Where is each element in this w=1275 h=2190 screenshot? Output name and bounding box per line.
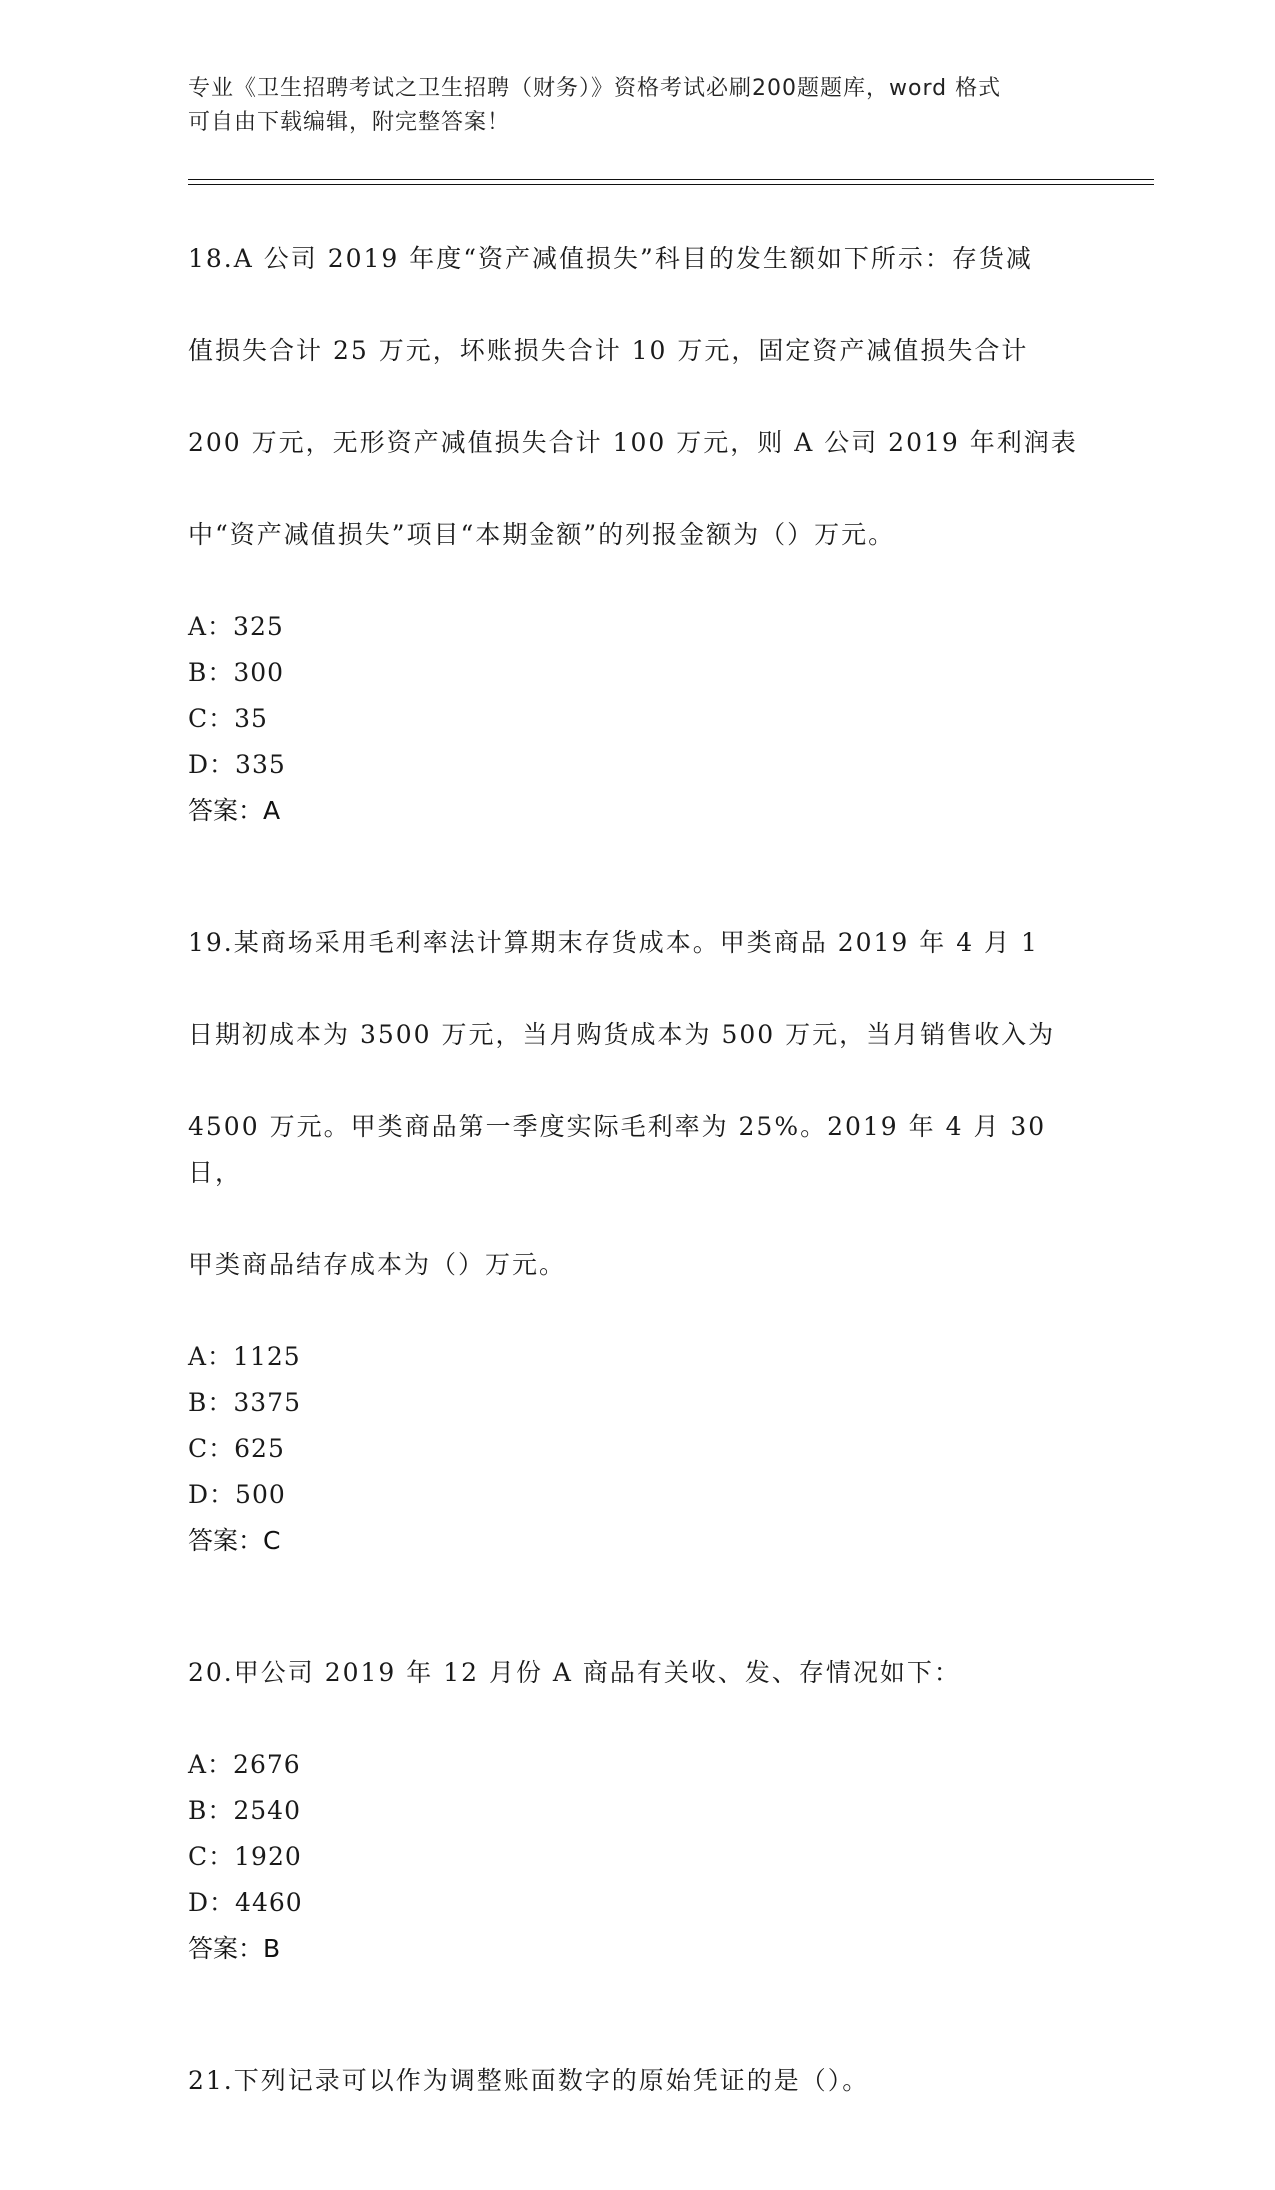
stem-line: 中“资产减值损失”项目“本期金额”的列报金额为（）万元。 xyxy=(188,520,896,549)
option-c: C：1920 xyxy=(188,1842,302,1871)
option-b: B：3375 xyxy=(188,1388,301,1417)
stem-line: 20.甲公司 2019 年 12 月份 A 商品有关收、发、存情况如下： xyxy=(188,1658,961,1687)
header-line-1: 专业《卫生招聘考试之卫生招聘（财务）》资格考试必刷200题题库，word 格式 xyxy=(188,76,1002,101)
stem-line: 19.某商场采用毛利率法计算期末存货成本。甲类商品 2019 年 4 月 1 xyxy=(188,928,1039,957)
stem-line: 4500 万元。甲类商品第一季度实际毛利率为 25%。2019 年 4 月 30 日， xyxy=(188,1112,1047,1187)
stem-line: 200 万元，无形资产减值损失合计 100 万元，则 A 公司 2019 年利润表 xyxy=(188,428,1078,457)
stem-line: 18.A 公司 2019 年度“资产减值损失”科目的发生额如下所示：存货减 xyxy=(188,244,1033,273)
answer: 答案：A xyxy=(188,796,281,825)
question-stem xyxy=(188,2012,1088,2150)
question-21 xyxy=(188,2012,1088,2150)
stem-line: 日期初成本为 3500 万元，当月购货成本为 500 万元，当月销售收入为 xyxy=(188,1020,1056,1049)
document-header xyxy=(188,72,1088,140)
answer: 答案：B xyxy=(188,1934,281,1963)
question-stem xyxy=(188,190,1088,604)
option-a: A：325 xyxy=(188,612,284,641)
question-stem xyxy=(188,1604,1088,1742)
header-divider-bottom xyxy=(188,184,1154,185)
option-a: A：1125 xyxy=(188,1342,301,1371)
header-divider-top xyxy=(188,179,1154,180)
question-19 xyxy=(188,874,1088,1564)
option-c: C：35 xyxy=(188,704,268,733)
option-d: D：4460 xyxy=(188,1888,303,1917)
question-20 xyxy=(188,1604,1088,1972)
option-c: C：625 xyxy=(188,1434,285,1463)
header-line-2: 可自由下载编辑，附完整答案！ xyxy=(188,110,511,135)
option-d: D：335 xyxy=(188,750,286,779)
stem-line: 21.下列记录可以作为调整账面数字的原始凭证的是（）。 xyxy=(188,2066,870,2095)
option-b: B：2540 xyxy=(188,1796,301,1825)
question-18 xyxy=(188,190,1088,834)
stem-line: 值损失合计 25 万元，坏账损失合计 10 万元，固定资产减值损失合计 xyxy=(188,336,1029,365)
option-d: D：500 xyxy=(188,1480,286,1509)
option-b: B：300 xyxy=(188,658,285,687)
stem-line: 甲类商品结存成本为（）万元。 xyxy=(188,1250,567,1279)
question-stem xyxy=(188,874,1088,1334)
question-list xyxy=(188,190,1088,2190)
answer: 答案：C xyxy=(188,1526,281,1555)
option-a: A：2676 xyxy=(188,1750,301,1779)
